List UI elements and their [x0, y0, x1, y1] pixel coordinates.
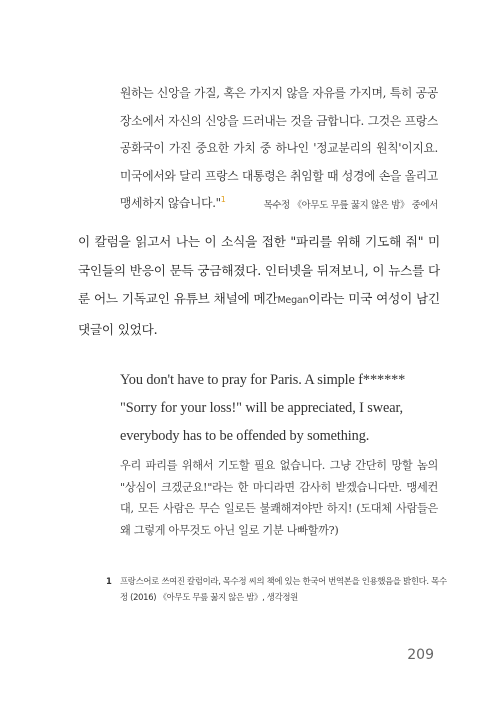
body-text-before: 이 칼럼을 읽고서 나는 이 소식을 접한 "파리를 위해 기도해 줘" 미국인들의 반응이 문득 궁금해졌다. 인터넷을 뒤져보니, 이 뉴스를 다룬 어느 기독교인 유튜브 채널에 메간: [78, 234, 440, 306]
footnote-marker[interactable]: 1: [220, 195, 226, 205]
body-text: [78, 228, 440, 344]
english-comment-quote: [120, 366, 438, 450]
footnote-text: 프랑스어로 쓰여진 칼럼이라, 목수정 씨의 책에 있는 한국어 번역본을 인용했음을 밝힌다. 목수정 (2016) 《아무도 무릎 꿇지 않은 밤》, 생각정원: [120, 576, 447, 602]
body-text-after: 이라는 미국 여성이 남긴 댓글이 있었다.: [78, 291, 440, 337]
korean-translation: [120, 455, 438, 541]
footnote: [106, 573, 450, 605]
quote-source: 목수정 《아무도 무릎 꿇지 않은 밤》 중에서: [263, 200, 438, 211]
body-paragraph: [78, 228, 440, 344]
quote-body: 원하는 신앙을 가질, 혹은 가지지 않을 자유를 가지며, 특히 공공장소에서 자신의 신앙을 드러내는 것을 금합니다. 그것은 프랑스 공화국이 가진 중요한 가치 중 하나인 '정교분리의 원칙'이지요. 미국에서와 달리 프랑스 대통령은 취임할 때 성경에 손을 올리고 맹세하지 않습니다.": [120, 86, 438, 210]
page-number: 209: [407, 647, 434, 663]
footnote-number: 1: [106, 576, 112, 586]
english-quote-text: You don't have to pray for Paris. A simple f****** "Sorry for your loss!" will be appreciated, I swear, everybody has to be offended by something.: [120, 372, 406, 444]
korean-translation-text: 우리 파리를 위해서 기도할 필요 없습니다. 그냥 간단히 망할 놈의 "상심이 크겠군요!"라는 한 마디라면 감사히 받겠습니다만. 맹세컨대, 모든 사람은 무슨 일로든 불쾌해져야만 하지! (도대체 사람들은 왜 그렇게 아무것도 아닌 일로 기분 나빠할까?): [120, 459, 438, 537]
inline-english-name: Megan: [277, 295, 309, 306]
